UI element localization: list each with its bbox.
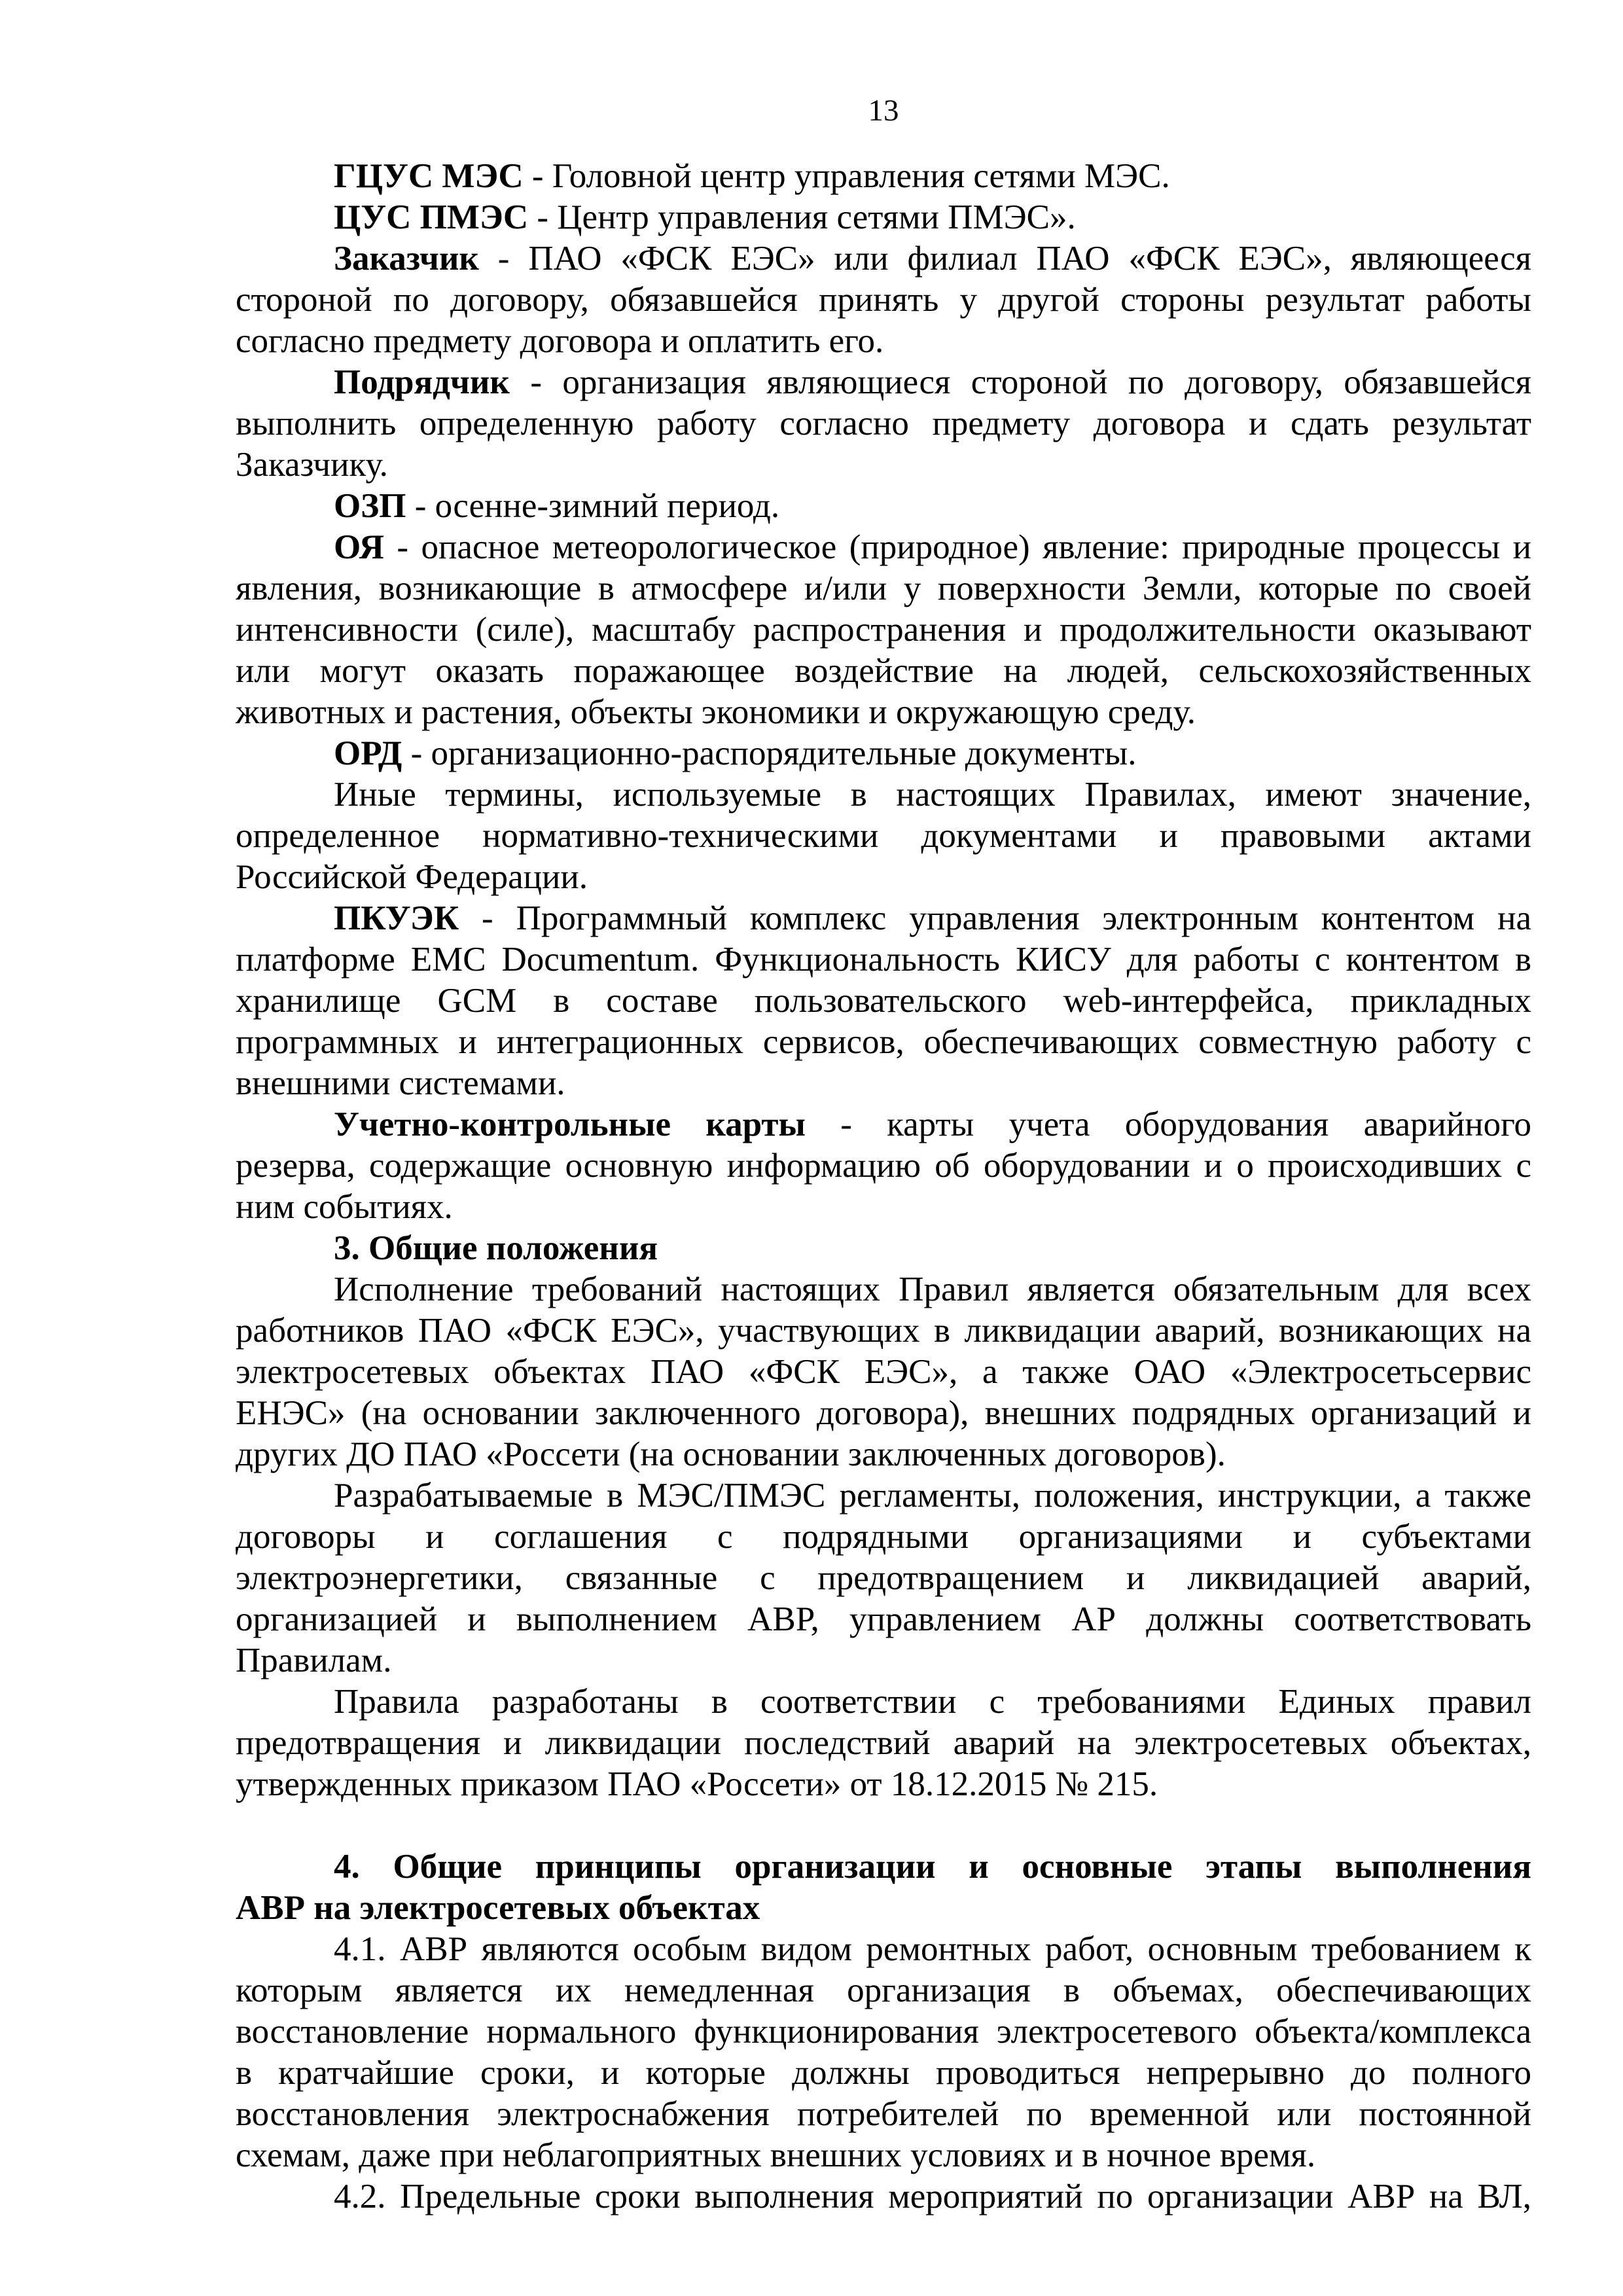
text-line bbox=[236, 2094, 1531, 2135]
text-run: животных и растения, объекты экономики и окружающую среду. bbox=[236, 693, 1196, 731]
text-run: 4.2. Предельные сроки выполнения мероприятий по организации АВР на ВЛ, bbox=[334, 2178, 1531, 2215]
text-line bbox=[236, 1228, 1531, 1269]
text-run: или могут оказать поражающее воздействие на людей, сельскохозяйственных bbox=[236, 652, 1531, 690]
text-run: схемам, даже при неблагоприятных внешних условиях и в ночное время. bbox=[236, 2136, 1316, 2174]
text-run: - ПАО «ФСК ЕЭС» или филиал ПАО «ФСК ЕЭС», являющееся bbox=[478, 240, 1531, 278]
text-line bbox=[236, 898, 1531, 939]
text-line bbox=[236, 1970, 1531, 2011]
text-run: Правила разработаны в соответствии с требованиями Единых правил bbox=[334, 1683, 1531, 1721]
text-line bbox=[236, 692, 1531, 733]
text-line bbox=[236, 2135, 1531, 2176]
text-run: 4. Общие принципы организации и основные этапы выполнения bbox=[334, 1848, 1531, 1886]
text-line bbox=[236, 527, 1531, 568]
text-run: АВР на электросетевых объектах bbox=[236, 1889, 760, 1927]
text-run: электросетевых объектах ПАО «ФСК ЕЭС», а также ОАО «Электросетьсервис bbox=[236, 1353, 1531, 1391]
paragraph bbox=[236, 2176, 1531, 2217]
text-run: - Центр управления сетями ПМЭС». bbox=[528, 198, 1076, 236]
text-line bbox=[236, 486, 1531, 527]
text-run: ним событиях. bbox=[236, 1188, 453, 1226]
term-bold: ЦУС ПМЭС bbox=[334, 198, 529, 236]
paragraph bbox=[236, 1104, 1531, 1228]
text-line bbox=[236, 1516, 1531, 1558]
text-run: восстановление нормального функционирования электросетевого объекта/комплекса bbox=[236, 2013, 1531, 2051]
text-line bbox=[236, 568, 1531, 609]
text-line bbox=[236, 651, 1531, 692]
text-line bbox=[236, 1269, 1531, 1310]
text-line bbox=[236, 2011, 1531, 2053]
text-line bbox=[236, 1723, 1531, 1764]
term-bold: ПКУЭК bbox=[334, 899, 459, 937]
text-run: резерва, содержащие основную информацию об оборудовании и о происходивших с bbox=[236, 1147, 1531, 1185]
section-heading bbox=[236, 1228, 1531, 1269]
text-run: - карты учета оборудования аварийного bbox=[805, 1105, 1531, 1143]
text-line bbox=[236, 1393, 1531, 1434]
text-line bbox=[236, 279, 1531, 321]
text-line bbox=[236, 1846, 1531, 1888]
paragraph bbox=[236, 774, 1531, 898]
term-bold: Подрядчик bbox=[334, 363, 510, 401]
text-line bbox=[236, 1310, 1531, 1352]
page-number: 13 bbox=[868, 94, 899, 128]
text-run: которым является их немедленная организация в объемах, обеспечивающих bbox=[236, 1971, 1531, 2009]
text-run: Российской Федерации. bbox=[236, 858, 588, 896]
text-run: определенное нормативно-техническими документами и правовыми актами bbox=[236, 817, 1531, 855]
text-run: договоры и соглашения с подрядными организациями и субъектами bbox=[236, 1518, 1531, 1556]
text-run: восстановления электроснабжения потребителей по временной или постоянной bbox=[236, 2095, 1531, 2133]
text-line bbox=[236, 1187, 1531, 1228]
text-run: - Головной центр управления сетями МЭС. bbox=[523, 157, 1170, 195]
text-line bbox=[236, 1764, 1531, 1805]
text-line bbox=[236, 733, 1531, 774]
paragraph bbox=[236, 1929, 1531, 2176]
paragraph bbox=[236, 197, 1531, 238]
paragraph bbox=[236, 1475, 1531, 1681]
term-bold: ГЦУС МЭС bbox=[334, 157, 524, 195]
text-line bbox=[236, 444, 1531, 486]
text-run: работников ПАО «ФСК ЕЭС», участвующих в ликвидации аварий, возникающих на bbox=[236, 1312, 1531, 1350]
text-line bbox=[236, 1022, 1531, 1063]
text-run: 3. Общие положения bbox=[334, 1229, 658, 1267]
text-line bbox=[236, 980, 1531, 1022]
text-line bbox=[236, 2053, 1531, 2094]
paragraph bbox=[236, 1269, 1531, 1475]
text-line bbox=[236, 939, 1531, 980]
text-run: - организация являющиеся стороной по договору, обязавшейся bbox=[509, 363, 1531, 401]
text-run: Исполнение требований настоящих Правил является обязательным для всех bbox=[334, 1270, 1531, 1308]
text-line bbox=[236, 816, 1531, 857]
text-run: стороной по договору, обязавшейся принять у другой стороны результат работы bbox=[236, 281, 1531, 319]
text-run: ЕНЭС» (на основании заключенного договора), внешних подрядных организаций и bbox=[236, 1394, 1531, 1432]
text-line bbox=[236, 1434, 1531, 1475]
text-run: Иные термины, используемые в настоящих Правилах, имеют значение, bbox=[334, 776, 1531, 814]
text-run: предотвращения и ликвидации последствий аварий на электросетевых объектах, bbox=[236, 1724, 1531, 1762]
paragraph bbox=[236, 156, 1531, 197]
text-line bbox=[236, 197, 1531, 238]
text-line bbox=[236, 609, 1531, 651]
text-line bbox=[236, 362, 1531, 403]
paragraph bbox=[236, 527, 1531, 733]
term-bold: ОЯ bbox=[334, 528, 384, 566]
text-run: хранилище GCM в составе пользовательского web-интерфейса, прикладных bbox=[236, 982, 1531, 1020]
text-line bbox=[236, 403, 1531, 444]
text-line bbox=[236, 857, 1531, 898]
section-heading bbox=[236, 1846, 1531, 1929]
text-run: утвержденных приказом ПАО «Россети» от 18.12.2015 № 215. bbox=[236, 1765, 1158, 1803]
text-line bbox=[236, 1640, 1531, 1681]
term-bold: ОРД bbox=[334, 734, 402, 772]
text-line bbox=[236, 1145, 1531, 1187]
paragraph bbox=[236, 733, 1531, 774]
text-run: платформе EMC Documentum. Функциональность КИСУ для работы с контентом в bbox=[236, 941, 1531, 978]
text-line bbox=[236, 1558, 1531, 1599]
text-run: согласно предмету договора и оплатить его. bbox=[236, 322, 884, 360]
text-run: программных и интеграционных сервисов, обеспечивающих совместную работу с bbox=[236, 1023, 1531, 1061]
text-line bbox=[236, 1475, 1531, 1516]
text-line bbox=[236, 321, 1531, 362]
text-line bbox=[236, 1929, 1531, 1970]
text-run: - организационно-распорядительные документы. bbox=[402, 734, 1137, 772]
text-run: Разрабатываемые в МЭС/ПМЭС регламенты, положения, инструкции, а также bbox=[334, 1477, 1531, 1515]
text-run: внешними системами. bbox=[236, 1064, 565, 1102]
term-bold: Заказчик bbox=[334, 240, 479, 278]
text-line bbox=[236, 1352, 1531, 1393]
text-line bbox=[236, 1599, 1531, 1640]
text-line bbox=[236, 1104, 1531, 1145]
text-line bbox=[236, 156, 1531, 197]
text-line bbox=[236, 1063, 1531, 1104]
paragraph bbox=[236, 238, 1531, 362]
text-run: Правилам. bbox=[236, 1641, 392, 1679]
text-run: - Программный комплекс управления электронным контентом на bbox=[459, 899, 1531, 937]
text-line bbox=[236, 1681, 1531, 1723]
text-run: 4.1. АВР являются особым видом ремонтных работ, основным требованием к bbox=[334, 1930, 1531, 1968]
text-run: интенсивности (силе), масштабу распространения и продолжительности оказывают bbox=[236, 611, 1531, 649]
text-line bbox=[236, 1888, 1531, 1929]
text-run: выполнить определенную работу согласно предмету договора и сдать результат bbox=[236, 404, 1531, 442]
text-run: - осенне-зимний период. bbox=[406, 487, 780, 525]
text-run: других ДО ПАО «Россети (на основании заключенных договоров). bbox=[236, 1435, 1226, 1473]
text-line bbox=[236, 774, 1531, 816]
term-bold: Учетно-контрольные карты bbox=[334, 1105, 806, 1143]
paragraph bbox=[236, 898, 1531, 1104]
text-run: организацией и выполнением АВР, управлением АР должны соответствовать bbox=[236, 1600, 1531, 1638]
text-run: электроэнергетики, связанные с предотвращением и ликвидацией аварий, bbox=[236, 1559, 1531, 1597]
term-bold: ОЗП bbox=[334, 487, 406, 525]
text-line bbox=[236, 238, 1531, 279]
paragraph bbox=[236, 1681, 1531, 1805]
paragraph bbox=[236, 486, 1531, 527]
text-run: в кратчайшие сроки, и которые должны проводиться непрерывно до полного bbox=[236, 2054, 1531, 2092]
text-line bbox=[236, 2176, 1531, 2217]
document-body bbox=[236, 156, 1531, 2217]
text-run: явления, возникающие в атмосфере и/или у поверхности Земли, которые по своей bbox=[236, 569, 1531, 607]
paragraph bbox=[236, 362, 1531, 486]
text-run: Заказчику. bbox=[236, 446, 388, 484]
text-run: - опасное метеорологическое (природное) явление: природные процессы и bbox=[383, 528, 1531, 566]
